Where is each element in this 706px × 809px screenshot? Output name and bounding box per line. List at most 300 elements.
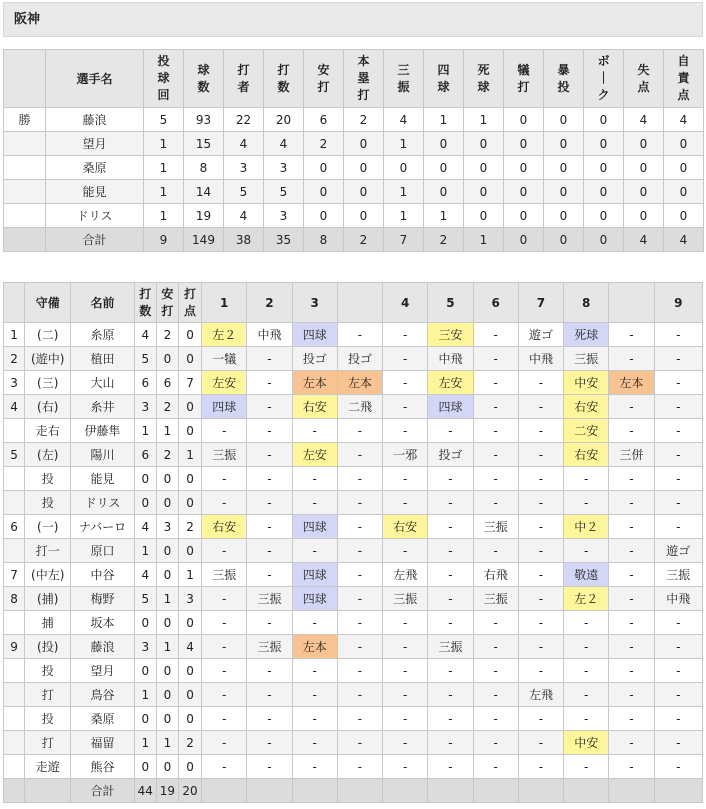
batting-cell-i5: - [428, 587, 473, 611]
batting-cell-ab: 4 [134, 563, 156, 587]
batting-cell-i7: - [518, 443, 563, 467]
batting-cell-h: 0 [156, 467, 178, 491]
batting-cell-i3: 四球 [292, 515, 337, 539]
pitching-cell-h: 6 [304, 108, 344, 132]
batting-cell-i6: - [473, 443, 518, 467]
pitching-cell-so: 4 [384, 108, 424, 132]
batting-cell-i8: - [564, 683, 609, 707]
batting-cell-i8: 二安 [564, 419, 609, 443]
batting-cell-i8b: 三併 [609, 443, 654, 467]
batting-cell-i7: - [518, 395, 563, 419]
pitching-cell-h: 8 [304, 228, 344, 252]
batting-cell-i8: 中安 [564, 731, 609, 755]
batting-cell-i4: - [383, 491, 428, 515]
batting-cell-i3: 四球 [292, 323, 337, 347]
pitching-cell-hr: 2 [344, 228, 384, 252]
batting-cell-ab: 0 [134, 491, 156, 515]
batting-cell-i5: 三振 [428, 635, 473, 659]
pitching-cell-bb: 0 [424, 156, 464, 180]
batting-cell-i7: 遊ゴ [518, 323, 563, 347]
batting-cell-i7: - [518, 539, 563, 563]
batting-cell-ab: 0 [134, 611, 156, 635]
batting-cell-i2: - [247, 491, 292, 515]
batting-cell-i2: - [247, 539, 292, 563]
batting-cell-i9: - [654, 611, 702, 635]
pitching-cell-sac: 0 [504, 204, 544, 228]
batting-cell-i8: - [564, 635, 609, 659]
batting-cell-i5: 投ゴ [428, 443, 473, 467]
batting-row [4, 347, 703, 371]
batting-cell-name: 陽川 [71, 443, 134, 467]
pitching-header-h: 安 打 [304, 50, 344, 108]
pitching-cell-bb: 1 [424, 108, 464, 132]
batting-cell-i9: 三振 [654, 563, 702, 587]
batting-cell-i1: - [202, 659, 247, 683]
pitching-row [4, 180, 704, 204]
batting-cell-i3b: - [337, 563, 382, 587]
batting-cell-name: 伊藤隼 [71, 419, 134, 443]
batting-cell-i7: - [518, 659, 563, 683]
batting-cell-i3: - [292, 491, 337, 515]
batting-cell-order: 1 [4, 323, 25, 347]
batting-cell-ab: 6 [134, 371, 156, 395]
batting-cell-i8: - [564, 755, 609, 779]
batting-cell-h: 1 [156, 731, 178, 755]
batting-header-ab: 打 数 [134, 283, 156, 323]
batting-cell-order [4, 419, 25, 443]
batting-cell-i7: 中飛 [518, 347, 563, 371]
batting-cell-i1: 右安 [202, 515, 247, 539]
batting-cell-i9: - [654, 443, 702, 467]
batting-cell-i5: 三安 [428, 323, 473, 347]
batting-cell-rbi: 20 [178, 779, 201, 803]
pitching-header-sac: 犠 打 [504, 50, 544, 108]
batting-row [4, 683, 703, 707]
batting-cell-i2: - [247, 683, 292, 707]
batting-row [4, 443, 703, 467]
batting-cell-pos: 打 [25, 731, 71, 755]
pitching-cell-result [4, 132, 46, 156]
batting-cell-h: 6 [156, 371, 178, 395]
batting-cell-i8b: - [609, 587, 654, 611]
batting-cell-i2: - [247, 419, 292, 443]
batting-cell-i6: - [473, 611, 518, 635]
batting-cell-i8: 死球 [564, 323, 609, 347]
batting-cell-i8b: - [609, 659, 654, 683]
batting-cell-i3 [292, 779, 337, 803]
batting-cell-rbi: 0 [178, 395, 201, 419]
pitching-cell-hbp: 0 [464, 132, 504, 156]
batting-cell-i2: - [247, 611, 292, 635]
pitching-cell-wp: 0 [544, 228, 584, 252]
batting-cell-i9: - [654, 395, 702, 419]
batting-cell-i6: - [473, 371, 518, 395]
pitching-cell-so: 1 [384, 204, 424, 228]
batting-cell-i9: 遊ゴ [654, 539, 702, 563]
batting-cell-i8b: - [609, 683, 654, 707]
batting-cell-pos: (左) [25, 443, 71, 467]
pitching-cell-hbp: 0 [464, 180, 504, 204]
batting-cell-i4: 左飛 [383, 563, 428, 587]
batting-cell-i8b: - [609, 347, 654, 371]
pitching-cell-bb: 0 [424, 180, 464, 204]
batting-cell-rbi: 0 [178, 611, 201, 635]
pitching-cell-result [4, 156, 46, 180]
batting-cell-i3b: - [337, 587, 382, 611]
batting-cell-i6: - [473, 347, 518, 371]
batting-cell-i1: - [202, 611, 247, 635]
batting-cell-pos: (右) [25, 395, 71, 419]
batting-cell-h: 2 [156, 443, 178, 467]
pitching-cell-bb: 2 [424, 228, 464, 252]
pitching-header-so: 三 振 [384, 50, 424, 108]
batting-cell-i8: 敬遠 [564, 563, 609, 587]
pitching-cell-bf: 4 [224, 204, 264, 228]
batting-cell-name: 糸原 [71, 323, 134, 347]
batting-cell-i5: - [428, 467, 473, 491]
batting-cell-order: 3 [4, 371, 25, 395]
batting-cell-i9: - [654, 347, 702, 371]
batting-cell-i5: - [428, 539, 473, 563]
pitching-cell-hr: 0 [344, 156, 384, 180]
batting-cell-order: 4 [4, 395, 25, 419]
batting-cell-i6: 三振 [473, 587, 518, 611]
batting-cell-order [4, 707, 25, 731]
batting-cell-i8 [564, 779, 609, 803]
batting-cell-name: 原口 [71, 539, 134, 563]
batting-cell-name: 熊谷 [71, 755, 134, 779]
pitching-cell-h: 0 [304, 156, 344, 180]
batting-cell-i3b: - [337, 755, 382, 779]
batting-header-pos: 守備 [25, 283, 71, 323]
pitching-cell-ip: 9 [144, 228, 184, 252]
batting-cell-i8b: - [609, 515, 654, 539]
batting-cell-h: 1 [156, 587, 178, 611]
batting-cell-i4: 右安 [383, 515, 428, 539]
pitching-cell-wp: 0 [544, 204, 584, 228]
pitching-cell-bk: 0 [584, 228, 624, 252]
batting-cell-i3: - [292, 731, 337, 755]
pitching-cell-ab: 3 [264, 156, 304, 180]
pitching-header-r: 失 点 [624, 50, 664, 108]
batting-cell-pos [25, 779, 71, 803]
batting-cell-ab: 5 [134, 347, 156, 371]
batting-cell-i3: - [292, 755, 337, 779]
batting-cell-i2 [247, 779, 292, 803]
batting-cell-i6: - [473, 491, 518, 515]
pitching-cell-hr: 2 [344, 108, 384, 132]
batting-cell-i3: - [292, 419, 337, 443]
batting-header-i8b [609, 283, 654, 323]
batting-cell-rbi: 2 [178, 731, 201, 755]
batting-cell-i7: - [518, 755, 563, 779]
batting-header-i5: 5 [428, 283, 473, 323]
batting-cell-name: 桑原 [71, 707, 134, 731]
pitching-cell-bk: 0 [584, 180, 624, 204]
pitching-cell-h: 0 [304, 180, 344, 204]
batting-cell-i5: 中飛 [428, 347, 473, 371]
batting-cell-pos: (遊中) [25, 347, 71, 371]
batting-cell-i2: - [247, 467, 292, 491]
batting-cell-i7: 左飛 [518, 683, 563, 707]
batting-cell-name: 鳥谷 [71, 683, 134, 707]
pitching-cell-player: 桑原 [46, 156, 144, 180]
batting-cell-name: 糸井 [71, 395, 134, 419]
pitching-row [4, 228, 704, 252]
batting-cell-rbi: 0 [178, 467, 201, 491]
batting-cell-rbi: 7 [178, 371, 201, 395]
batting-cell-order [4, 779, 25, 803]
pitching-cell-bf: 3 [224, 156, 264, 180]
batting-cell-name: 梅野 [71, 587, 134, 611]
batting-cell-i5: - [428, 611, 473, 635]
batting-cell-rbi: 0 [178, 323, 201, 347]
batting-cell-i8b: 左本 [609, 371, 654, 395]
batting-cell-ab: 1 [134, 539, 156, 563]
batting-cell-order [4, 611, 25, 635]
batting-cell-i2: - [247, 755, 292, 779]
batting-cell-h: 1 [156, 419, 178, 443]
pitching-cell-result [4, 180, 46, 204]
batting-cell-i9: - [654, 731, 702, 755]
pitching-cell-ip: 1 [144, 204, 184, 228]
pitching-cell-bk: 0 [584, 156, 624, 180]
batting-cell-order [4, 539, 25, 563]
batting-cell-pos: 打 [25, 683, 71, 707]
batting-cell-ab: 5 [134, 587, 156, 611]
batting-cell-i3b: - [337, 323, 382, 347]
batting-cell-name: 望月 [71, 659, 134, 683]
pitching-cell-ab: 5 [264, 180, 304, 204]
batting-cell-i7: - [518, 419, 563, 443]
batting-cell-order: 7 [4, 563, 25, 587]
batting-cell-i3: - [292, 611, 337, 635]
batting-cell-name: 坂本 [71, 611, 134, 635]
batting-cell-h: 0 [156, 707, 178, 731]
batting-cell-i3b: - [337, 707, 382, 731]
batting-cell-ab: 3 [134, 635, 156, 659]
pitching-cell-so: 1 [384, 180, 424, 204]
pitching-cell-bf: 22 [224, 108, 264, 132]
batting-cell-i7: - [518, 635, 563, 659]
batting-cell-i7: - [518, 707, 563, 731]
batting-cell-i2: - [247, 395, 292, 419]
batting-cell-i3: 四球 [292, 563, 337, 587]
pitching-cell-ip: 5 [144, 108, 184, 132]
batting-cell-i8: 中２ [564, 515, 609, 539]
batting-cell-i6 [473, 779, 518, 803]
batting-cell-i9: - [654, 683, 702, 707]
batting-cell-rbi: 0 [178, 683, 201, 707]
pitching-cell-sac: 0 [504, 108, 544, 132]
pitching-cell-hr: 0 [344, 204, 384, 228]
batting-cell-i2: - [247, 563, 292, 587]
batting-cell-i4: - [383, 323, 428, 347]
batting-cell-rbi: 0 [178, 707, 201, 731]
pitching-cell-np: 15 [184, 132, 224, 156]
pitching-cell-r: 4 [624, 108, 664, 132]
pitching-cell-er: 4 [664, 108, 704, 132]
batting-cell-pos: (二) [25, 323, 71, 347]
pitching-cell-h: 0 [304, 204, 344, 228]
pitching-cell-ab: 4 [264, 132, 304, 156]
batting-cell-i5: - [428, 731, 473, 755]
batting-header-i4: 4 [383, 283, 428, 323]
batting-cell-pos: 投 [25, 491, 71, 515]
batting-row [4, 779, 703, 803]
batting-cell-i9: - [654, 323, 702, 347]
batting-header-name: 名前 [71, 283, 134, 323]
batting-cell-h: 3 [156, 515, 178, 539]
pitching-cell-wp: 0 [544, 180, 584, 204]
batting-header-i3b [337, 283, 382, 323]
batting-cell-pos: (中左) [25, 563, 71, 587]
batting-cell-ab: 0 [134, 707, 156, 731]
batting-header-i3: 3 [292, 283, 337, 323]
batting-cell-i4: - [383, 395, 428, 419]
batting-cell-pos: 捕 [25, 611, 71, 635]
pitching-cell-er: 0 [664, 132, 704, 156]
batting-cell-i8b: - [609, 707, 654, 731]
pitching-cell-result: 勝 [4, 108, 46, 132]
batting-cell-i7: - [518, 467, 563, 491]
batting-cell-i5: - [428, 707, 473, 731]
batting-cell-pos: 走遊 [25, 755, 71, 779]
pitching-cell-sac: 0 [504, 156, 544, 180]
batting-cell-i7 [518, 779, 563, 803]
batting-cell-h: 2 [156, 323, 178, 347]
pitching-cell-hbp: 1 [464, 108, 504, 132]
pitching-cell-hbp: 1 [464, 228, 504, 252]
batting-cell-i8b: - [609, 563, 654, 587]
pitching-row [4, 132, 704, 156]
batting-header-i6: 6 [473, 283, 518, 323]
batting-cell-order [4, 467, 25, 491]
batting-cell-i3: 左安 [292, 443, 337, 467]
pitching-cell-er: 0 [664, 180, 704, 204]
batting-cell-i5: - [428, 563, 473, 587]
pitching-cell-so: 0 [384, 156, 424, 180]
pitching-row [4, 204, 704, 228]
pitching-cell-ip: 1 [144, 156, 184, 180]
batting-cell-i8: 右安 [564, 395, 609, 419]
batting-row [4, 515, 703, 539]
batting-cell-i6: - [473, 707, 518, 731]
batting-cell-i9: 中飛 [654, 587, 702, 611]
batting-cell-order [4, 731, 25, 755]
batting-cell-i8: - [564, 707, 609, 731]
batting-cell-i5: - [428, 515, 473, 539]
batting-cell-i4: - [383, 731, 428, 755]
batting-cell-i4: - [383, 419, 428, 443]
batting-cell-rbi: 2 [178, 515, 201, 539]
batting-cell-i5: - [428, 683, 473, 707]
batting-header-i9: 9 [654, 283, 702, 323]
pitching-header-bb: 四 球 [424, 50, 464, 108]
batting-cell-i1: - [202, 587, 247, 611]
batting-cell-i4: 三振 [383, 587, 428, 611]
batting-cell-i8b: - [609, 539, 654, 563]
batting-cell-name: 大山 [71, 371, 134, 395]
batting-cell-h: 0 [156, 347, 178, 371]
batting-cell-i9: - [654, 707, 702, 731]
pitching-cell-np: 14 [184, 180, 224, 204]
batting-header-rbi: 打 点 [178, 283, 201, 323]
pitching-header-bk: ボ ｜ ク [584, 50, 624, 108]
batting-cell-i1: 三振 [202, 443, 247, 467]
pitching-cell-bf: 5 [224, 180, 264, 204]
batting-cell-i3: - [292, 659, 337, 683]
batting-cell-i3b: - [337, 659, 382, 683]
batting-cell-i1: - [202, 731, 247, 755]
batting-cell-i1: 左安 [202, 371, 247, 395]
batting-row [4, 539, 703, 563]
batting-cell-i3b: - [337, 419, 382, 443]
batting-cell-i3: 右安 [292, 395, 337, 419]
batting-cell-pos: (捕) [25, 587, 71, 611]
batting-cell-i8b: - [609, 611, 654, 635]
batting-cell-i8b: - [609, 731, 654, 755]
batting-cell-i6: - [473, 539, 518, 563]
batting-cell-i9 [654, 779, 702, 803]
pitching-cell-er: 0 [664, 204, 704, 228]
batting-cell-order: 5 [4, 443, 25, 467]
batting-cell-name: 藤浪 [71, 635, 134, 659]
batting-cell-i9: - [654, 755, 702, 779]
batting-cell-i9: - [654, 491, 702, 515]
pitching-cell-sac: 0 [504, 228, 544, 252]
batting-cell-ab: 1 [134, 419, 156, 443]
batting-cell-ab: 3 [134, 395, 156, 419]
batting-cell-h: 1 [156, 635, 178, 659]
batting-stats-table [3, 282, 703, 803]
batting-cell-order [4, 683, 25, 707]
batting-cell-i5: 左安 [428, 371, 473, 395]
pitching-cell-r: 0 [624, 156, 664, 180]
batting-cell-i1: - [202, 707, 247, 731]
batting-cell-i3: 左本 [292, 371, 337, 395]
batting-cell-i5 [428, 779, 473, 803]
batting-cell-h: 0 [156, 539, 178, 563]
pitching-cell-player: 能見 [46, 180, 144, 204]
pitching-cell-sac: 0 [504, 180, 544, 204]
batting-cell-h: 0 [156, 491, 178, 515]
batting-cell-i3b: - [337, 491, 382, 515]
batting-cell-rbi: 0 [178, 347, 201, 371]
batting-cell-ab: 0 [134, 755, 156, 779]
batting-cell-i8b: - [609, 755, 654, 779]
batting-cell-name: 福留 [71, 731, 134, 755]
pitching-cell-er: 0 [664, 156, 704, 180]
batting-cell-i2: - [247, 515, 292, 539]
batting-cell-i8b: - [609, 635, 654, 659]
batting-cell-h: 0 [156, 563, 178, 587]
batting-row [4, 563, 703, 587]
pitching-cell-sac: 0 [504, 132, 544, 156]
batting-cell-name: 能見 [71, 467, 134, 491]
pitching-cell-r: 4 [624, 228, 664, 252]
batting-cell-i6: - [473, 731, 518, 755]
batting-row [4, 587, 703, 611]
pitching-cell-hr: 0 [344, 132, 384, 156]
batting-row [4, 659, 703, 683]
pitching-cell-result [4, 228, 46, 252]
batting-cell-i8b: - [609, 323, 654, 347]
batting-cell-pos: (三) [25, 371, 71, 395]
pitching-cell-np: 93 [184, 108, 224, 132]
batting-cell-i5: - [428, 491, 473, 515]
batting-cell-i1: - [202, 539, 247, 563]
